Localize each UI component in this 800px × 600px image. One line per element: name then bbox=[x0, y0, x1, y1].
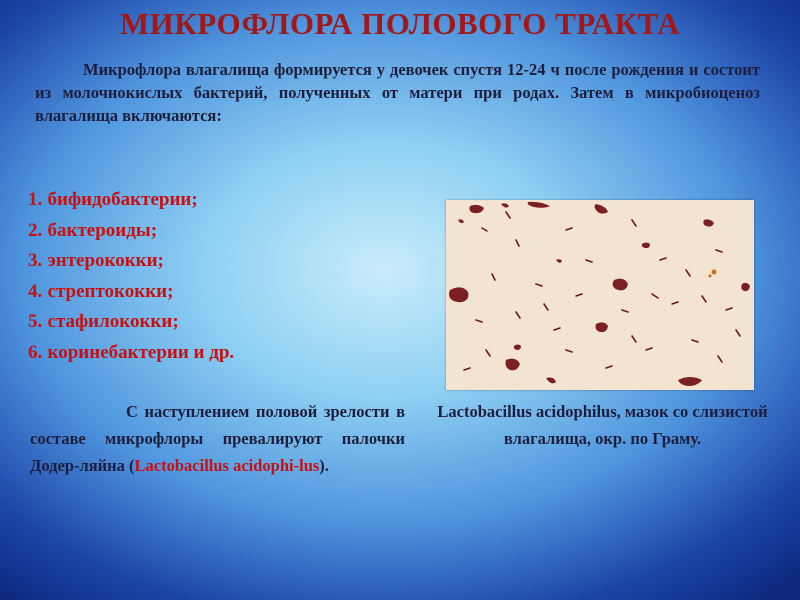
slide-title: МИКРОФЛОРА ПОЛОВОГО ТРАКТА bbox=[119, 6, 681, 41]
list-item bbox=[28, 185, 234, 216]
micrograph-image bbox=[446, 200, 754, 390]
list-item-text: стрептококки; bbox=[47, 280, 174, 302]
list-item bbox=[28, 277, 234, 308]
bacteria-list bbox=[28, 185, 234, 368]
list-item-text: коринебактерии и др. bbox=[47, 341, 235, 363]
list-item-number: 4. bbox=[28, 280, 43, 302]
intro-paragraph: Микрофлора влагалища формируется у девочек спустя 12-24 ч после рождения и состоит из молочнокислых бактерий, полученных от матери при родах. Затем в микробиоценоз влагалища включаются: bbox=[35, 60, 760, 125]
list-item bbox=[28, 216, 234, 247]
list-item-text: бактероиды; bbox=[47, 219, 158, 241]
second-paragraph bbox=[30, 398, 405, 479]
micrograph-caption: Lactobacillus acidophilus, мазок со слизистой влагалища, окр. по Граму. bbox=[437, 402, 768, 448]
gram-stain-micrograph bbox=[446, 200, 754, 390]
list-item-text: бифидобактерии; bbox=[47, 189, 198, 210]
list-item-number: 5. bbox=[28, 311, 43, 332]
list-item-number: 1. bbox=[28, 189, 43, 210]
list-item-text: стафилококки; bbox=[47, 311, 179, 332]
latin-species-name: Lactobacillus acidophi-lus bbox=[134, 456, 320, 475]
second-paragraph-text: С наступлением половой зрелости в составе микрофлоры превалируют палочки Додер-ляйна ( bbox=[30, 402, 405, 475]
list-item-number: 6. bbox=[28, 341, 43, 363]
list-item-number: 2. bbox=[28, 219, 43, 241]
list-item bbox=[28, 246, 234, 277]
list-item bbox=[28, 307, 234, 338]
list-item bbox=[28, 338, 234, 369]
list-item-text: энтерококки; bbox=[47, 250, 164, 271]
second-paragraph-end: ). bbox=[319, 456, 329, 475]
list-item-number: 3. bbox=[28, 250, 43, 271]
